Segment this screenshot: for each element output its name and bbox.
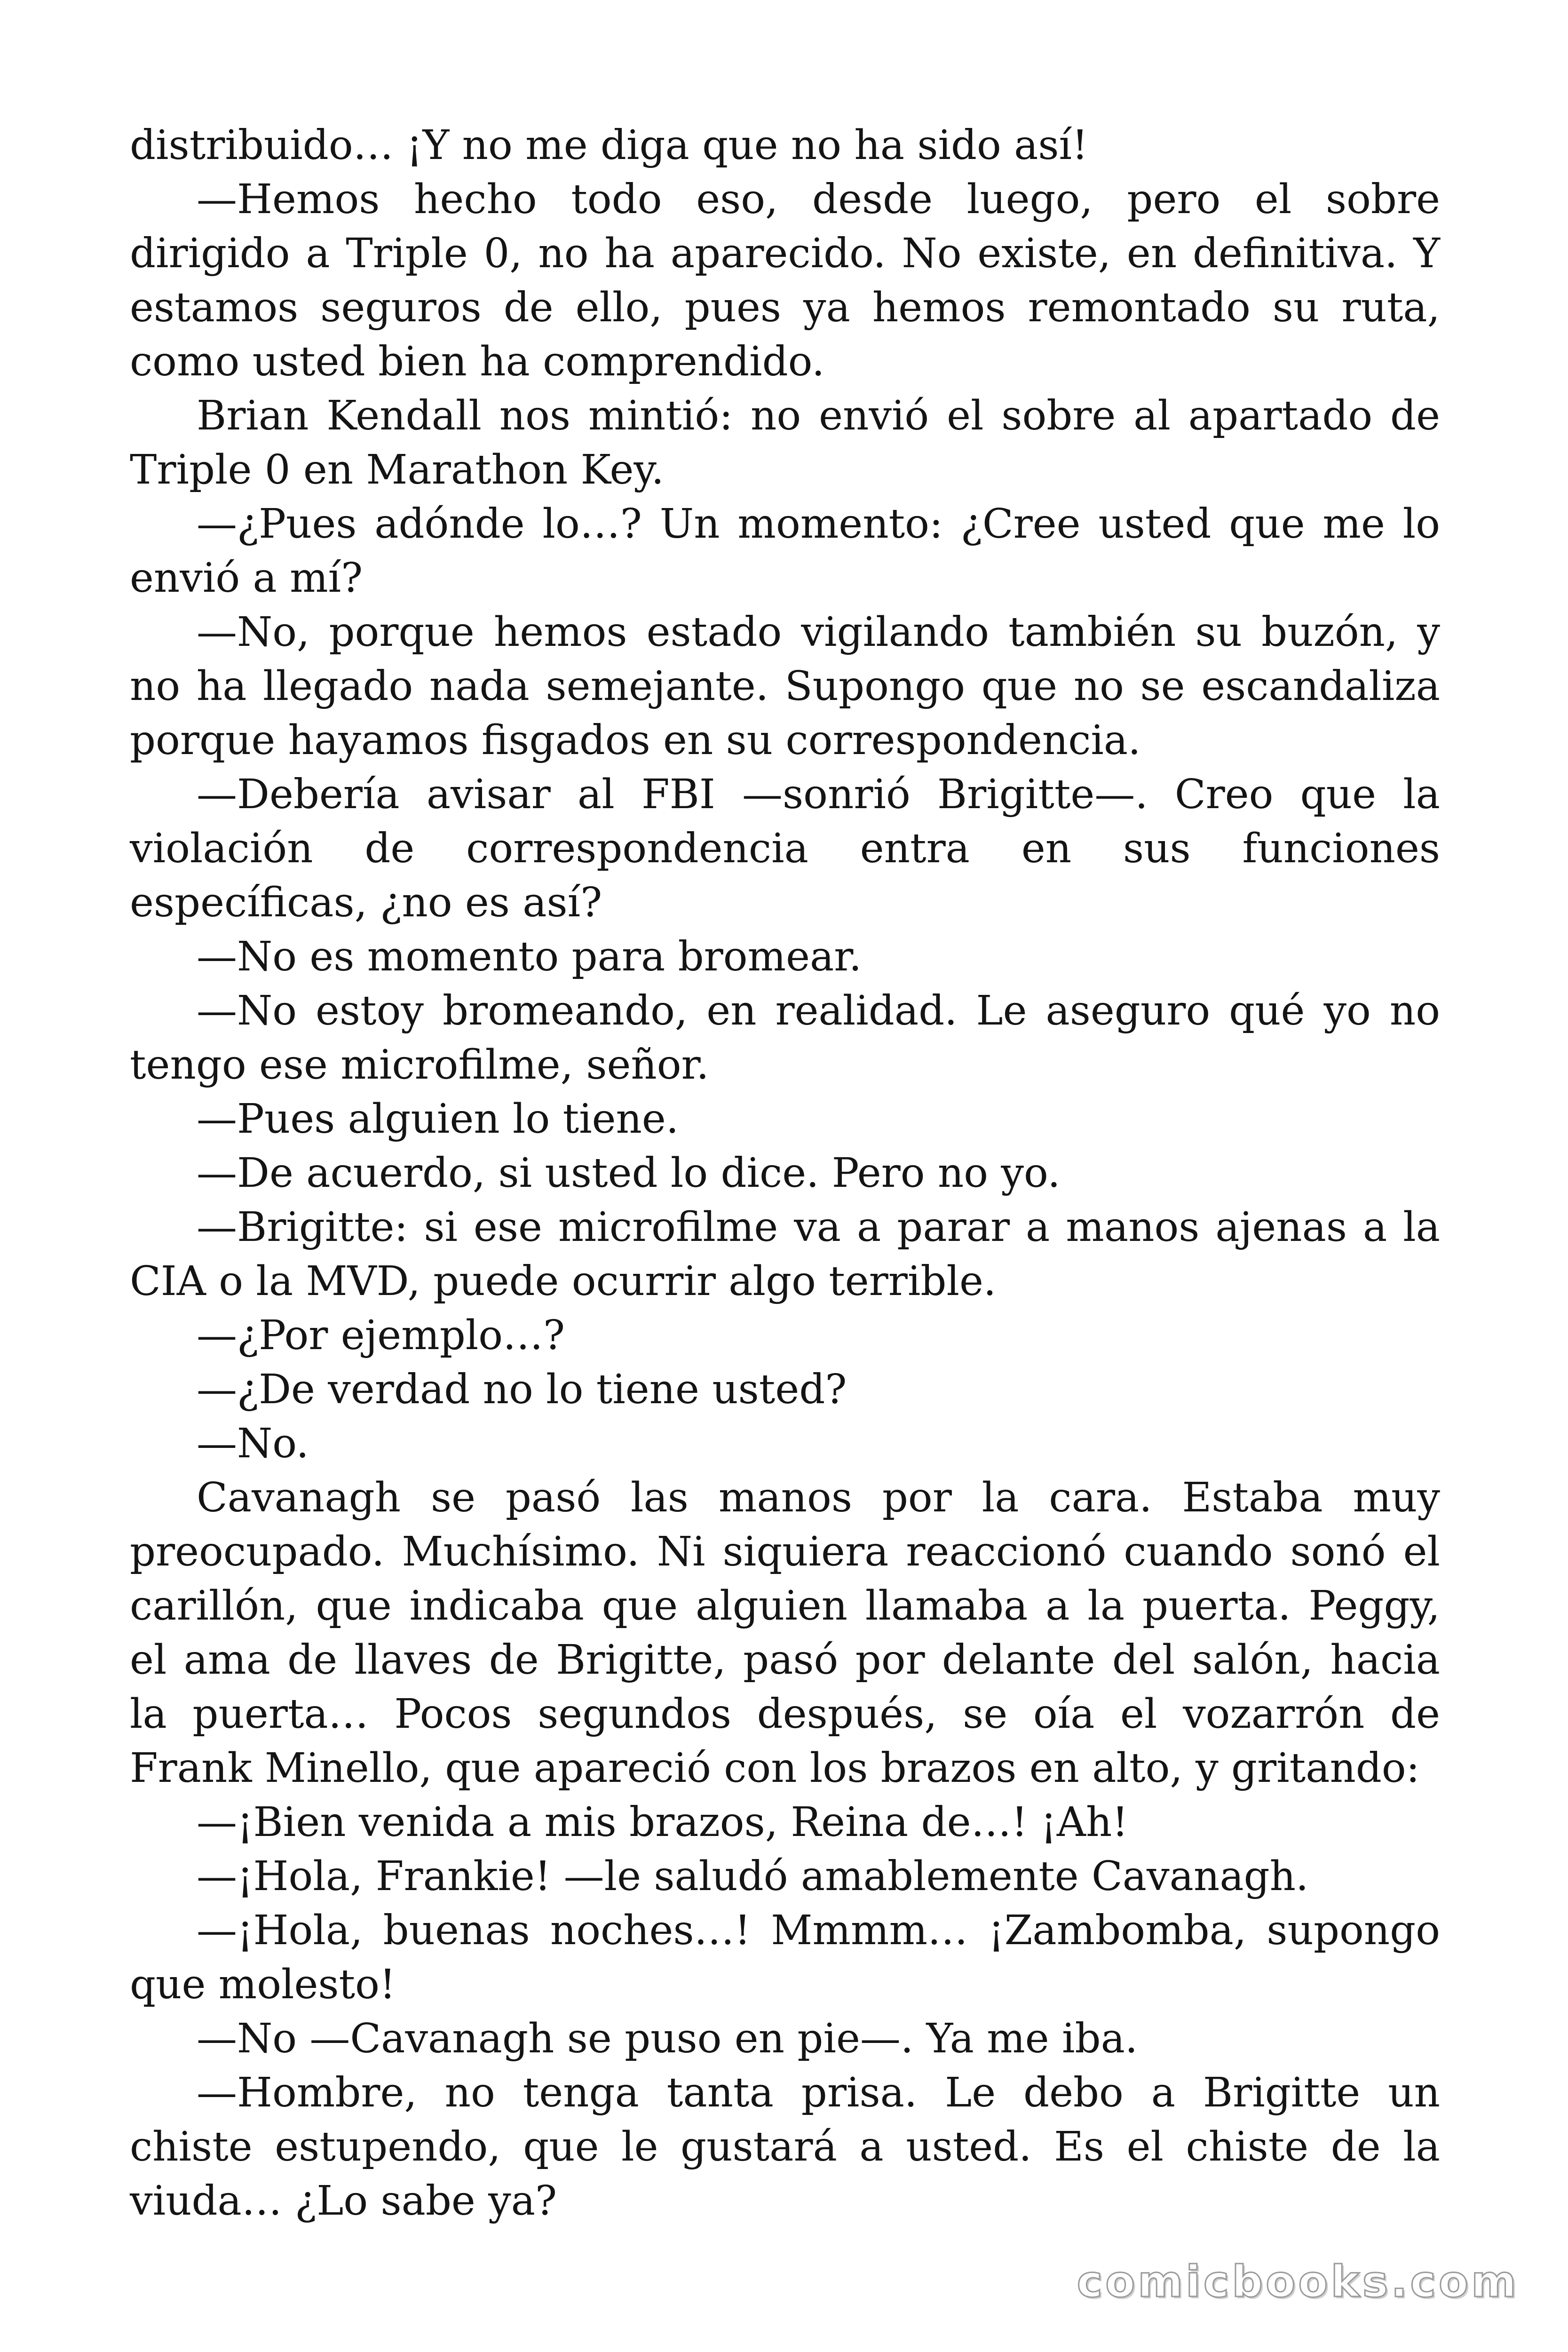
- paragraph: —No es momento para bromear.: [197, 933, 862, 980]
- paragraph: —No, porque hemos estado vigilando también su buzón, y no ha llegado nada semejante. Supongo que no se escandaliza porque hayamos fisgados en su correspondencia.: [130, 609, 1440, 764]
- paragraph: —Pues alguien lo tiene.: [197, 1096, 679, 1143]
- paragraph: —Brigitte: si ese microfilme va a parar a manos ajenas a la CIA o la MVD, puede ocurrir algo terrible.: [130, 1204, 1440, 1305]
- paragraph: —No.: [197, 1420, 309, 1467]
- paragraph: —De acuerdo, si usted lo dice. Pero no yo.: [197, 1150, 1061, 1197]
- paragraph: —No —Cavanagh se puso en pie—. Ya me iba.: [197, 2015, 1138, 2062]
- paragraph: —¿Por ejemplo…?: [197, 1312, 565, 1359]
- paragraph: —¿De verdad no lo tiene usted?: [197, 1366, 847, 1413]
- paragraph: —No estoy bromeando, en realidad. Le aseguro qué yo no tengo ese microfilme, señor.: [130, 987, 1440, 1089]
- paragraph: —Hemos hecho todo eso, desde luego, pero el sobre dirigido a Triple 0, no ha aparecido. No existe, en definitiva. Y estamos seguros de ello, pues ya hemos remontado su ruta, como usted bien ha comprendido.: [130, 176, 1440, 385]
- paragraph: distribuido… ¡Y no me diga que no ha sido así!: [130, 122, 1088, 169]
- paragraph: Cavanagh se pasó las manos por la cara. Estaba muy preocupado. Muchísimo. Ni siquiera reaccionó cuando sonó el carillón, que indicaba que alguien llamaba a la puerta. Peggy, el ama de llaves de Brigitte, pasó por delante del salón, hacia la puerta… Pocos segundos después, se oía el vozarrón de Frank Minello, que apareció con los brazos en alto, y gritando:: [130, 1474, 1440, 1792]
- paragraph: —¡Hola, Frankie! —le saludó amablemente Cavanagh.: [197, 1853, 1309, 1900]
- page-body-text: [130, 119, 1440, 2228]
- paragraph: Brian Kendall nos mintió: no envió el sobre al apartado de Triple 0 en Marathon Key.: [130, 392, 1440, 493]
- paragraph: —Debería avisar al FBI —sonrió Brigitte—. Creo que la violación de correspondencia entra en sus funciones específicas, ¿no es así?: [130, 771, 1440, 926]
- paragraph: —¿Pues adónde lo…? Un momento: ¿Cree usted que me lo envió a mí?: [130, 501, 1440, 602]
- watermark: comicbooks.com: [1077, 2257, 1519, 2307]
- paragraph: —Hombre, no tenga tanta prisa. Le debo a Brigitte un chiste estupendo, que le gustará a usted. Es el chiste de la viuda… ¿Lo sabe ya?: [130, 2069, 1440, 2225]
- paragraph: —¡Bien venida a mis brazos, Reina de…! ¡Ah!: [197, 1799, 1128, 1846]
- paragraph: —¡Hola, buenas noches…! Mmmm… ¡Zambomba, supongo que molesto!: [130, 1907, 1440, 2008]
